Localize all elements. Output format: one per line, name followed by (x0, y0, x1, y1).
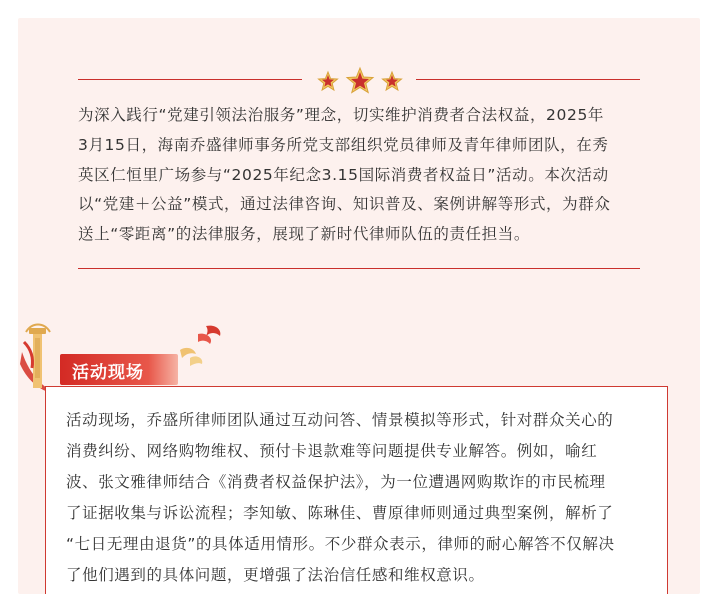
activity-line: “七日无理由退货”的具体适用情形。不少群众表示，律师的耐心解答不仅解决 (66, 535, 615, 553)
top-divider (78, 64, 640, 96)
divider-line-right (416, 79, 640, 80)
bottom-divider (78, 268, 640, 269)
star-icon (319, 72, 338, 90)
activity-line: 波、张文雅律师结合《消费者权益保护法》，为一位遭遇网购欺诈的市民梳理 (66, 473, 606, 491)
stars-ornament (314, 66, 406, 96)
section-header-tab (60, 354, 178, 385)
activity-paragraph (66, 405, 646, 591)
activity-line: 了他们遇到的具体问题，更增强了法治信任感和维权意识。 (66, 566, 485, 584)
dove-icon (176, 322, 226, 374)
divider-line-left (78, 79, 302, 80)
intro-line: 英区仁恒里广场参与“2025年纪念3.15国际消费者权益日”活动。本次活动 (78, 165, 609, 184)
intro-paragraph (78, 101, 640, 250)
star-icon (347, 68, 373, 93)
star-icon (383, 72, 402, 90)
activity-line: 消费纠纷、网络购物维权、预付卡退款难等问题提供专业解答。例如，喻红 (66, 442, 598, 460)
intro-line: 为深入践行“党建引领法治服务”理念，切实维护消费者合法权益，2025年 (78, 106, 605, 124)
section-title: 活动现场 (72, 363, 144, 383)
intro-line: 3月15日，海南乔盛律师事务所党支部组织党员律师及青年律师团队，在秀 (78, 135, 609, 154)
activity-line: 活动现场，乔盛所律师团队通过互动问答、情景模拟等形式，针对群众关心的 (66, 411, 614, 429)
activity-line: 了证据收集与诉讼流程；李知敏、陈琳佳、曹原律师则通过典型案例，解析了 (66, 504, 614, 522)
intro-line: 送上“零距离”的法律服务，展现了新时代律师队伍的责任担当。 (78, 225, 530, 244)
activity-content-box (45, 386, 668, 594)
intro-line: 以“党建＋公益”模式，通过法律咨询、知识普及、案例讲解等形式，为群众 (78, 195, 611, 214)
